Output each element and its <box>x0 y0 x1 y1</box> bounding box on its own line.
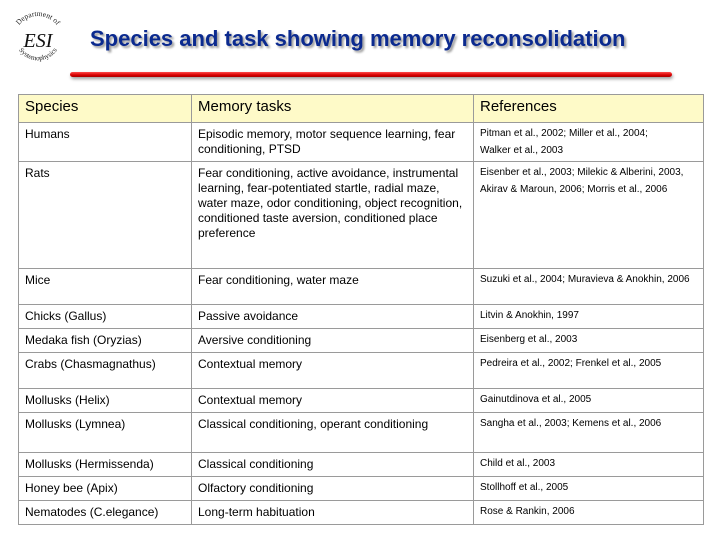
table-body <box>19 123 704 525</box>
cell-references <box>474 123 704 162</box>
cell-references <box>474 389 704 413</box>
cell-species: Mollusks (Lymnea) <box>19 413 192 453</box>
table-header-row <box>19 95 704 123</box>
reference-line: Litvin & Anokhin, 1997 <box>480 310 579 321</box>
cell-memory-tasks: Fear conditioning, active avoidance, instrumental learning, fear-potentiated startle, radial maze, water maze, odor conditioning, object recognition, conditioned taste aversion, conditioned place preference <box>192 162 474 269</box>
cell-memory-tasks: Fear conditioning, water maze <box>192 269 474 305</box>
cell-species: Mollusks (Hermissenda) <box>19 453 192 477</box>
logo-text-bottom: Systemophysics <box>17 46 59 63</box>
cell-species: Medaka fish (Oryzias) <box>19 329 192 353</box>
reference-line: Child et al., 2003 <box>480 458 556 469</box>
cell-memory-tasks: Long-term habituation <box>192 501 474 525</box>
reference-line: Suzuki et al., 2004; Muravieva & Anokhin, 2006 <box>480 274 690 285</box>
cell-species: Mollusks (Helix) <box>19 389 192 413</box>
cell-species: Chicks (Gallus) <box>19 305 192 329</box>
table-row <box>19 477 704 501</box>
page-title: Species and task showing memory reconsolidation <box>90 26 626 51</box>
cell-references <box>474 477 704 501</box>
cell-species: Mice <box>19 269 192 305</box>
table-row <box>19 501 704 525</box>
title-divider <box>70 72 672 77</box>
cell-species: Rats <box>19 162 192 269</box>
cell-memory-tasks: Episodic memory, motor sequence learning, fear conditioning, PTSD <box>192 123 474 162</box>
cell-memory-tasks: Olfactory conditioning <box>192 477 474 501</box>
table-row <box>19 305 704 329</box>
table-row <box>19 413 704 453</box>
cell-species: Crabs (Chasmagnathus) <box>19 353 192 389</box>
cell-memory-tasks: Contextual memory <box>192 389 474 413</box>
table-row <box>19 269 704 305</box>
cell-references <box>474 353 704 389</box>
reference-line: Pedreira et al., 2002; Frenkel et al., 2005 <box>480 358 662 369</box>
table-row <box>19 389 704 413</box>
cell-references <box>474 413 704 453</box>
cell-memory-tasks: Classical conditioning <box>192 453 474 477</box>
species-table <box>18 94 704 525</box>
header-species: Species <box>19 95 192 123</box>
cell-references <box>474 305 704 329</box>
table-row <box>19 353 704 389</box>
reference-line: Rose & Rankin, 2006 <box>480 506 575 517</box>
reference-line: Eisenberg et al., 2003 <box>480 334 578 345</box>
cell-memory-tasks: Contextual memory <box>192 353 474 389</box>
logo-text-top: Department of <box>13 8 63 27</box>
cell-species: Nematodes (C.elegance) <box>19 501 192 525</box>
cell-species: Honey bee (Apix) <box>19 477 192 501</box>
reference-line: Stollhoff et al., 2005 <box>480 482 569 493</box>
cell-references <box>474 269 704 305</box>
reference-line: Walker et al., 2003 <box>480 145 564 156</box>
cell-references <box>474 501 704 525</box>
table-row <box>19 162 704 269</box>
table-row <box>19 453 704 477</box>
cell-memory-tasks: Aversive conditioning <box>192 329 474 353</box>
cell-references <box>474 162 704 269</box>
header-references: References <box>474 95 704 123</box>
reference-line: Eisenber et al., 2003; Milekic & Alberini, 2003, <box>480 167 684 178</box>
reference-line: Pitman et al., 2002; Miller et al., 2004; <box>480 128 648 139</box>
table-row <box>19 123 704 162</box>
cell-memory-tasks: Classical conditioning, operant conditioning <box>192 413 474 453</box>
reference-line: Gainutdinova et al., 2005 <box>480 394 592 405</box>
reference-line: Akirav & Maroun, 2006; Morris et al., 2006 <box>480 184 668 195</box>
svg-text:Department of <box>14 9 63 27</box>
cell-species: Humans <box>19 123 192 162</box>
cell-memory-tasks: Passive avoidance <box>192 305 474 329</box>
logo-text-mid: ESI <box>23 30 53 52</box>
header-memory-tasks: Memory tasks <box>192 95 474 123</box>
cell-references <box>474 329 704 353</box>
department-logo <box>4 4 72 72</box>
cell-references <box>474 453 704 477</box>
table-row <box>19 329 704 353</box>
reference-line: Sangha et al., 2003; Kemens et al., 2006 <box>480 418 662 429</box>
